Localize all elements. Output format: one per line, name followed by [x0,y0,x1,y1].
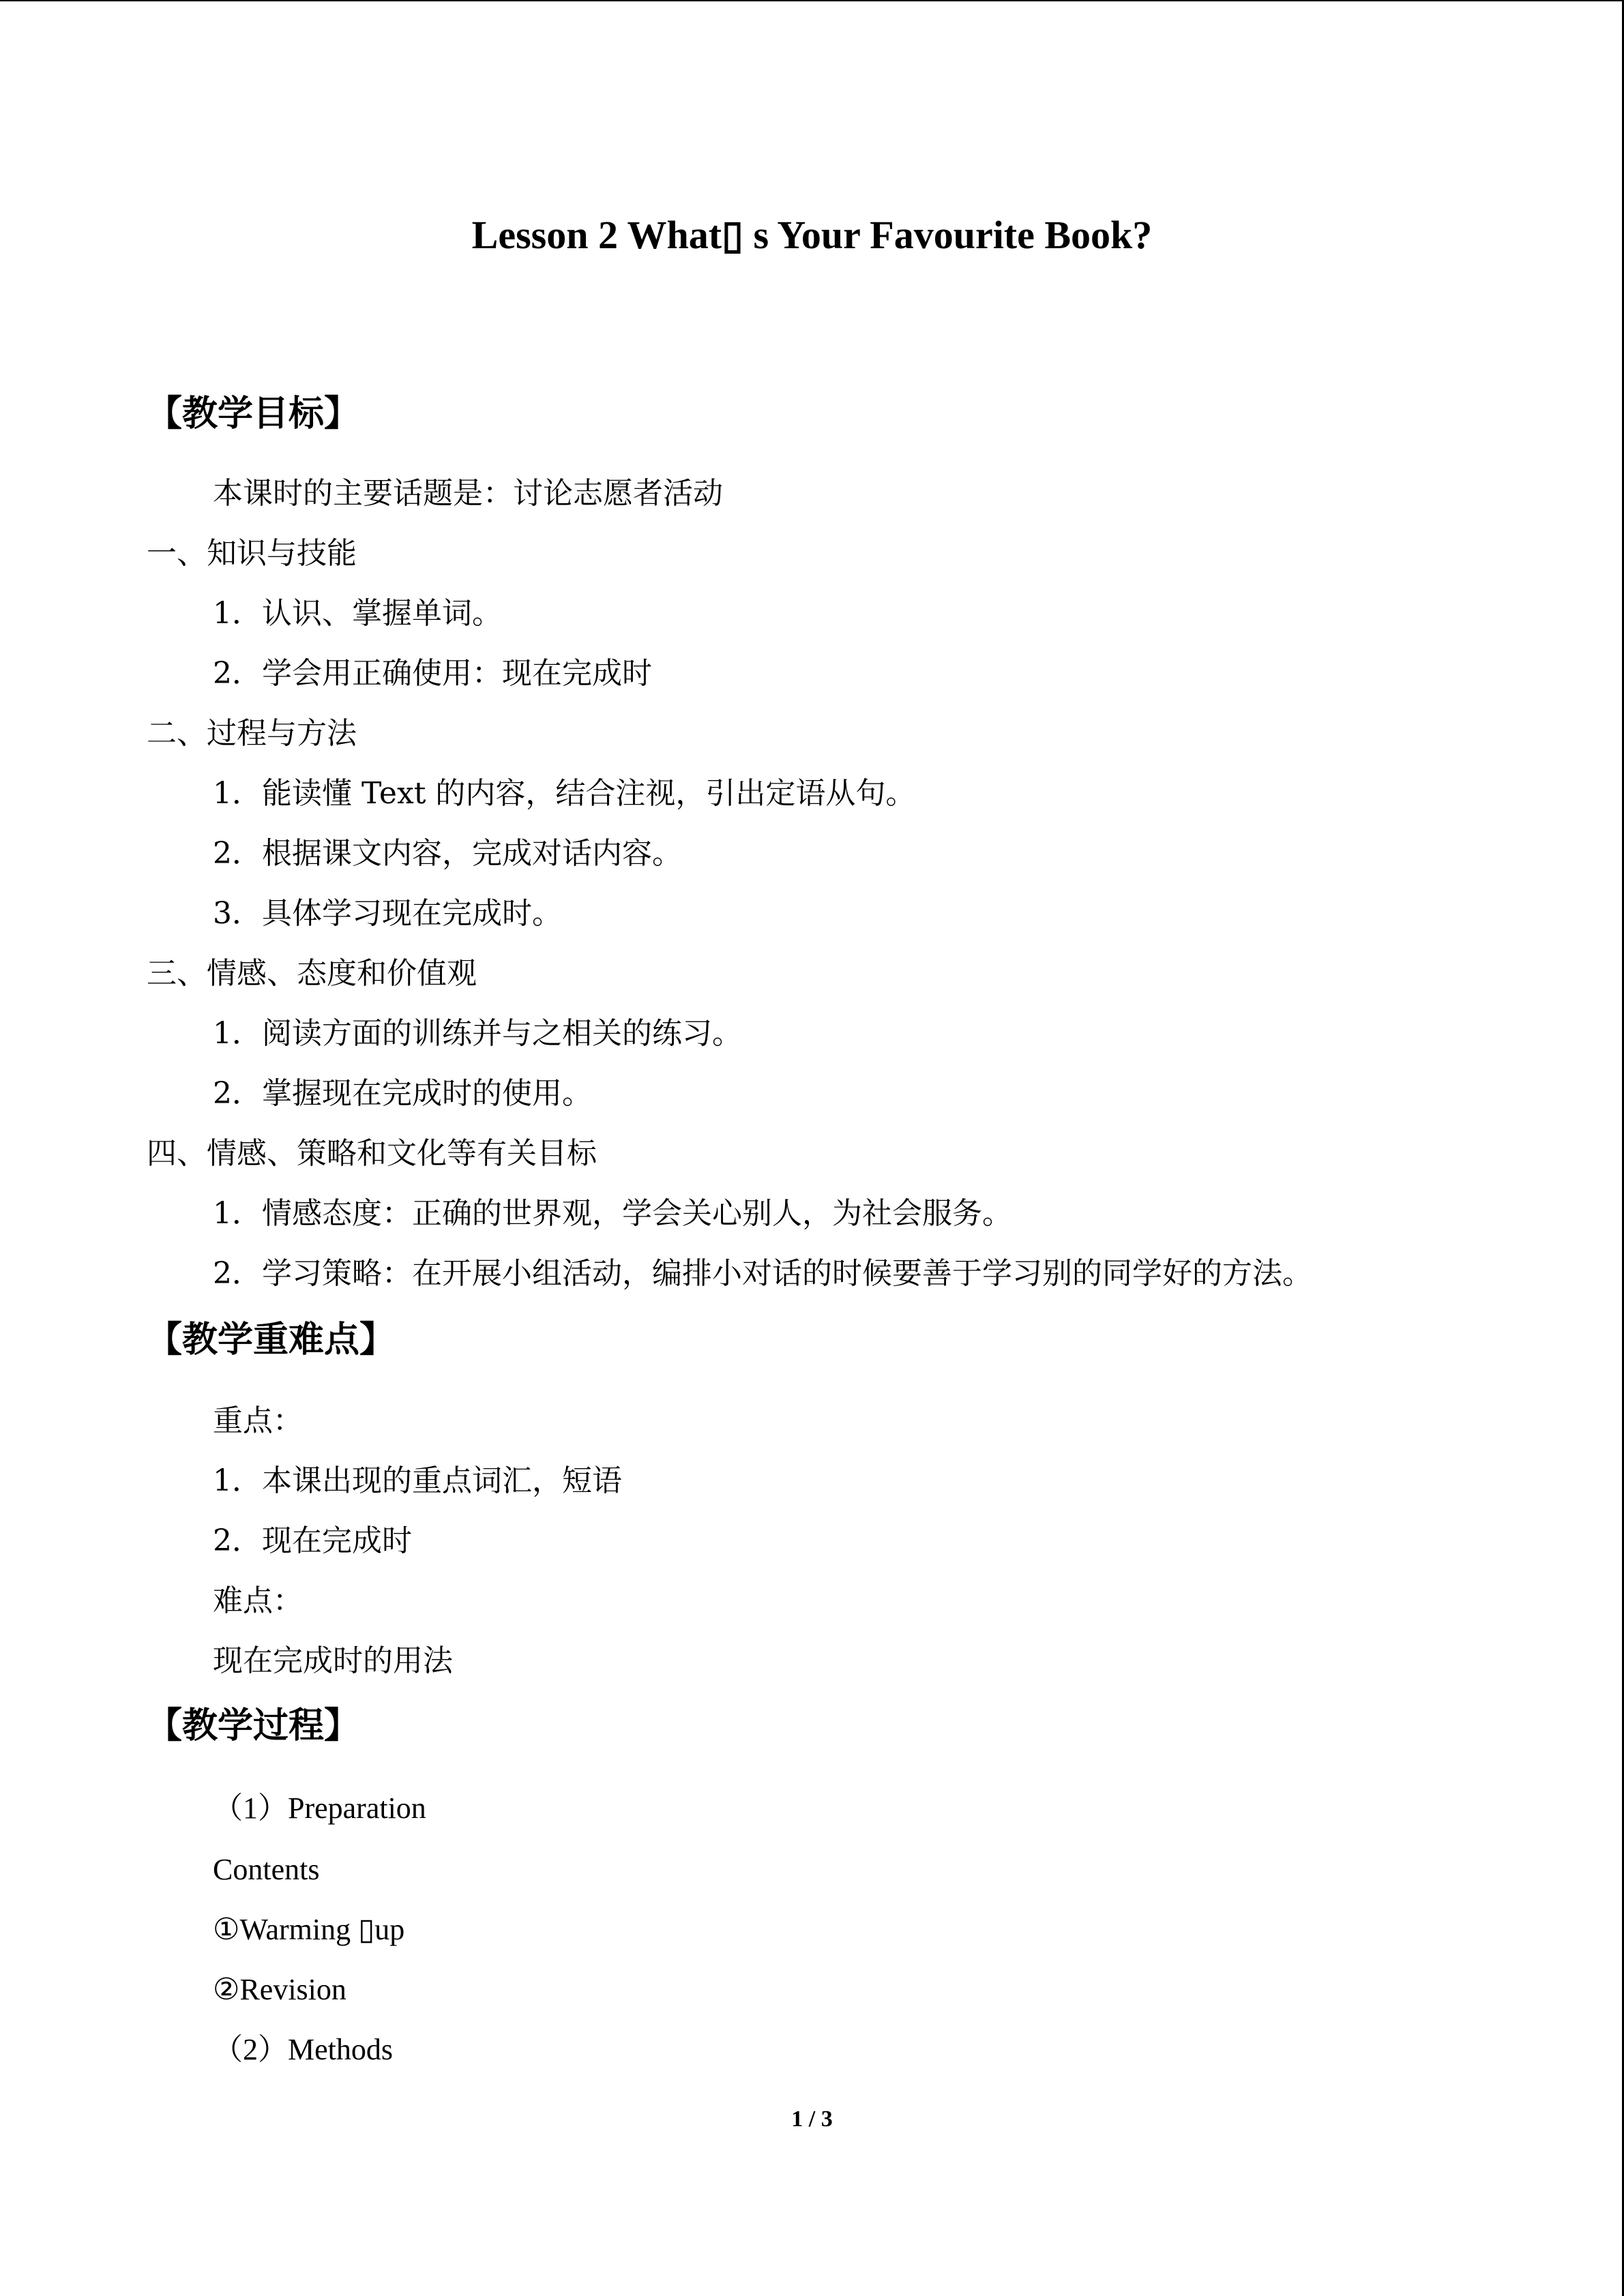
focus-item: 2．现在完成时 [213,1523,412,1558]
process-line: （2）Methods [213,2033,393,2066]
focus-label: 重点： [213,1403,303,1438]
section-heading-process: 【教学过程】 [147,1705,360,1746]
objectives-subheading-3: 三、情感、态度和价值观 [147,956,477,991]
objectives-subheading-2: 二、过程与方法 [147,716,357,751]
objectives-item: 1．能读懂 Text 的内容，结合注视，引出定语从句。 [213,776,916,811]
objectives-intro: 本课时的主要话题是：讨论志愿者活动 [213,476,723,511]
process-line: （1）Preparation [213,1791,426,1825]
difficulty-label: 难点： [213,1583,303,1618]
process-line: ①Warming ▯up [213,1913,405,1946]
process-line: ②Revision [213,1973,346,2006]
process-line: Contents [213,1853,320,1886]
section-heading-key-points: 【教学重难点】 [147,1320,396,1360]
objectives-subheading-4: 四、情感、策略和文化等有关目标 [147,1136,597,1171]
objectives-item: 1．情感态度：正确的世界观，学会关心别人，为社会服务。 [213,1196,1012,1231]
page-number: 1 / 3 [791,2106,833,2132]
focus-item: 1．本课出现的重点词汇，短语 [213,1463,622,1498]
objectives-item: 2．掌握现在完成时的使用。 [213,1076,592,1111]
objectives-item: 3．具体学习现在完成时。 [213,896,562,931]
objectives-item: 1．认识、掌握单词。 [213,596,502,631]
difficulty-text: 现在完成时的用法 [213,1643,453,1678]
objectives-item: 1．阅读方面的训练并与之相关的练习。 [213,1016,742,1051]
objectives-item: 2．根据课文内容，完成对话内容。 [213,836,682,871]
objectives-subheading-1: 一、知识与技能 [147,536,357,571]
page-border-top [0,0,1624,1]
document-title: Lesson 2 What▯ s Your Favourite Book? [471,213,1153,257]
objectives-item: 2．学会用正确使用：现在完成时 [213,656,652,691]
objectives-item: 2．学习策略：在开展小组活动，编排小对话的时候要善于学习别的同学好的方法。 [213,1256,1312,1291]
section-heading-objectives: 【教学目标】 [147,393,360,434]
